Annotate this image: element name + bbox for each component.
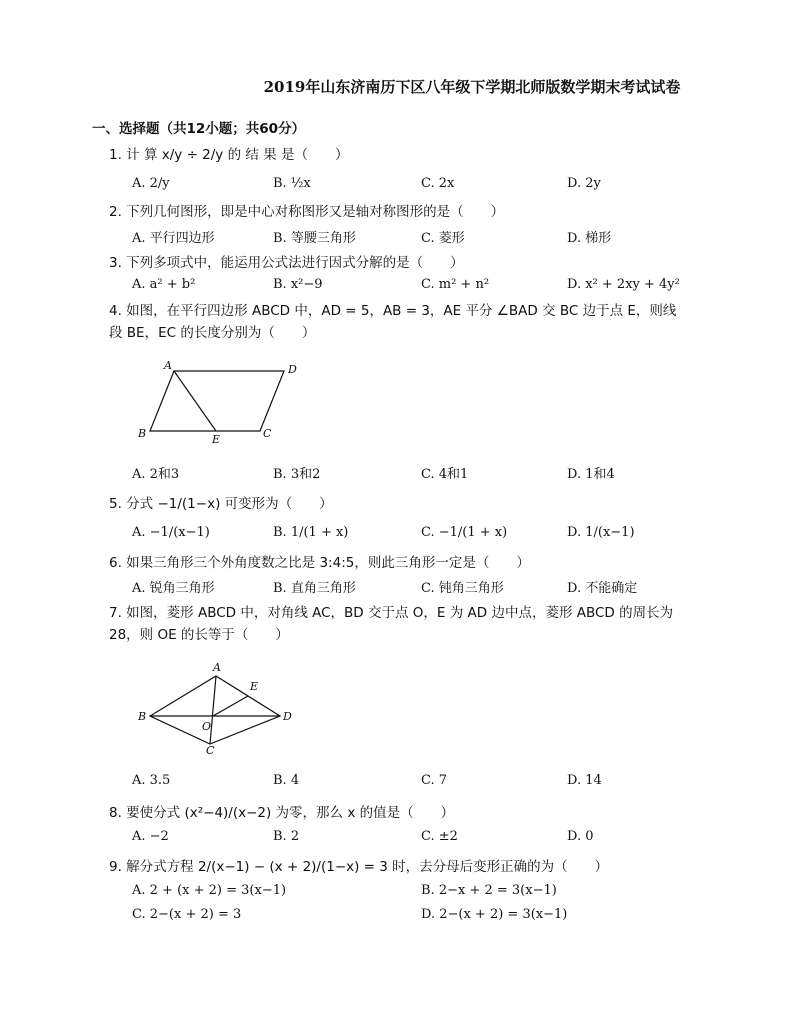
question-5-options [132, 525, 692, 545]
option-a: A. a² + b² [132, 277, 196, 292]
label-c: C [263, 427, 272, 440]
option-d: D. 2−(x + 2) = 3(x−1) [421, 907, 568, 922]
question-1: 1. 计 算 x/y ÷ 2/y 的 结 果 是（ ） [109, 147, 349, 163]
label-e: E [250, 680, 259, 693]
option-b: B. 4 [273, 773, 300, 788]
option-c: C. −1/(1 + x) [421, 525, 508, 540]
question-1-options [132, 176, 692, 196]
option-b: B. 2 [273, 829, 300, 844]
label-d: D [288, 363, 297, 376]
question-2-options [132, 227, 692, 247]
option-a: A. 3.5 [132, 773, 171, 788]
question-4-options [132, 463, 692, 483]
option-c: C. 2−(x + 2) = 3 [132, 907, 242, 922]
option-c: C. ±2 [421, 829, 458, 844]
question-3-options [132, 277, 692, 297]
option-b: B. 3和2 [273, 467, 321, 482]
option-b: B. 2−x + 2 = 3(x−1) [421, 883, 557, 898]
option-b: B. 等腰三角形 [273, 231, 356, 246]
option-c: C. 4和1 [421, 467, 469, 482]
option-d: D. 14 [567, 773, 602, 788]
segment-ae [174, 371, 216, 431]
exam-title: 2019年山东济南历下区八年级下学期北师版数学期末考试试卷 [263, 78, 681, 96]
option-b: B. 直角三角形 [273, 581, 356, 596]
parallelogram-abcd [150, 371, 284, 431]
option-c: C. 7 [421, 773, 448, 788]
question-8: 8. 要使分式 (x²−4)/(x−2) 为零，那么 x 的值是（ ） [109, 805, 455, 821]
question-3: 3. 下列多项式中，能运用公式法进行因式分解的是（ ） [109, 255, 464, 271]
label-d: D [283, 710, 292, 723]
segment-oe [213, 696, 248, 716]
question-9: 9. 解分式方程 2/(x−1) − (x + 2)/(1−x) = 3 时，去分母后变形正确的为（ ） [109, 859, 609, 875]
option-b: B. ½x [273, 176, 311, 191]
option-d: D. 1/(x−1) [567, 525, 635, 540]
option-b: B. 1/(1 + x) [273, 525, 349, 540]
question-6-options [132, 577, 692, 597]
option-a: A. 2 + (x + 2) = 3(x−1) [132, 883, 287, 898]
rhombus-figure [132, 660, 302, 756]
question-4: 4. 如图，在平行四边形 ABCD 中，AD = 5，AB = 3，AE 平分 ∠BAD 交 BC 边于点 E，则线段 BE，EC 的长度分别为（ ） [109, 303, 677, 341]
question-9-options-row2 [132, 907, 692, 927]
question-9-options-row1 [132, 883, 692, 903]
option-c: C. m² + n² [421, 277, 490, 292]
option-c: C. 钝角三角形 [421, 581, 504, 596]
section-heading: 一、选择题（共12小题；共60分） [92, 121, 306, 137]
option-d: D. x² + 2xy + 4y² [567, 277, 680, 292]
option-d: D. 不能确定 [567, 581, 638, 596]
question-7: 7. 如图，菱形 ABCD 中，对角线 AC，BD 交于点 O，E 为 AD 边中点，菱形 ABCD 的周长为 28，则 OE 的长等于（ ） [109, 605, 674, 643]
label-o: O [202, 720, 212, 733]
question-2: 2. 下列几何图形，即是中心对称图形又是轴对称图形的是（ ） [109, 204, 505, 220]
option-a: A. 2和3 [132, 467, 180, 482]
label-a: A [213, 661, 221, 674]
option-a: A. 锐角三角形 [132, 581, 215, 596]
question-5: 5. 分式 −1/(1−x) 可变形为（ ） [109, 496, 333, 512]
question-7-options [132, 773, 692, 793]
parallelogram-figure [132, 357, 302, 447]
option-b: B. x²−9 [273, 277, 323, 292]
label-b: B [138, 427, 147, 440]
option-a: A. 平行四边形 [132, 231, 215, 246]
option-c: C. 2x [421, 176, 455, 191]
question-8-options [132, 829, 692, 849]
option-a: A. −2 [132, 829, 169, 844]
option-d: D. 2y [567, 176, 601, 191]
option-a: A. −1/(x−1) [132, 525, 210, 540]
option-a: A. 2/y [132, 176, 170, 191]
option-d: D. 梯形 [567, 231, 612, 246]
question-6: 6. 如果三角形三个外角度数之比是 3:4:5，则此三角形一定是（ ） [109, 555, 530, 571]
option-d: D. 0 [567, 829, 594, 844]
label-b: B [138, 710, 147, 723]
label-a: A [164, 359, 172, 372]
option-d: D. 1和4 [567, 467, 615, 482]
label-e: E [212, 433, 221, 446]
diagonal-ac [210, 676, 216, 744]
label-c: C [206, 744, 215, 756]
option-c: C. 菱形 [421, 231, 465, 246]
